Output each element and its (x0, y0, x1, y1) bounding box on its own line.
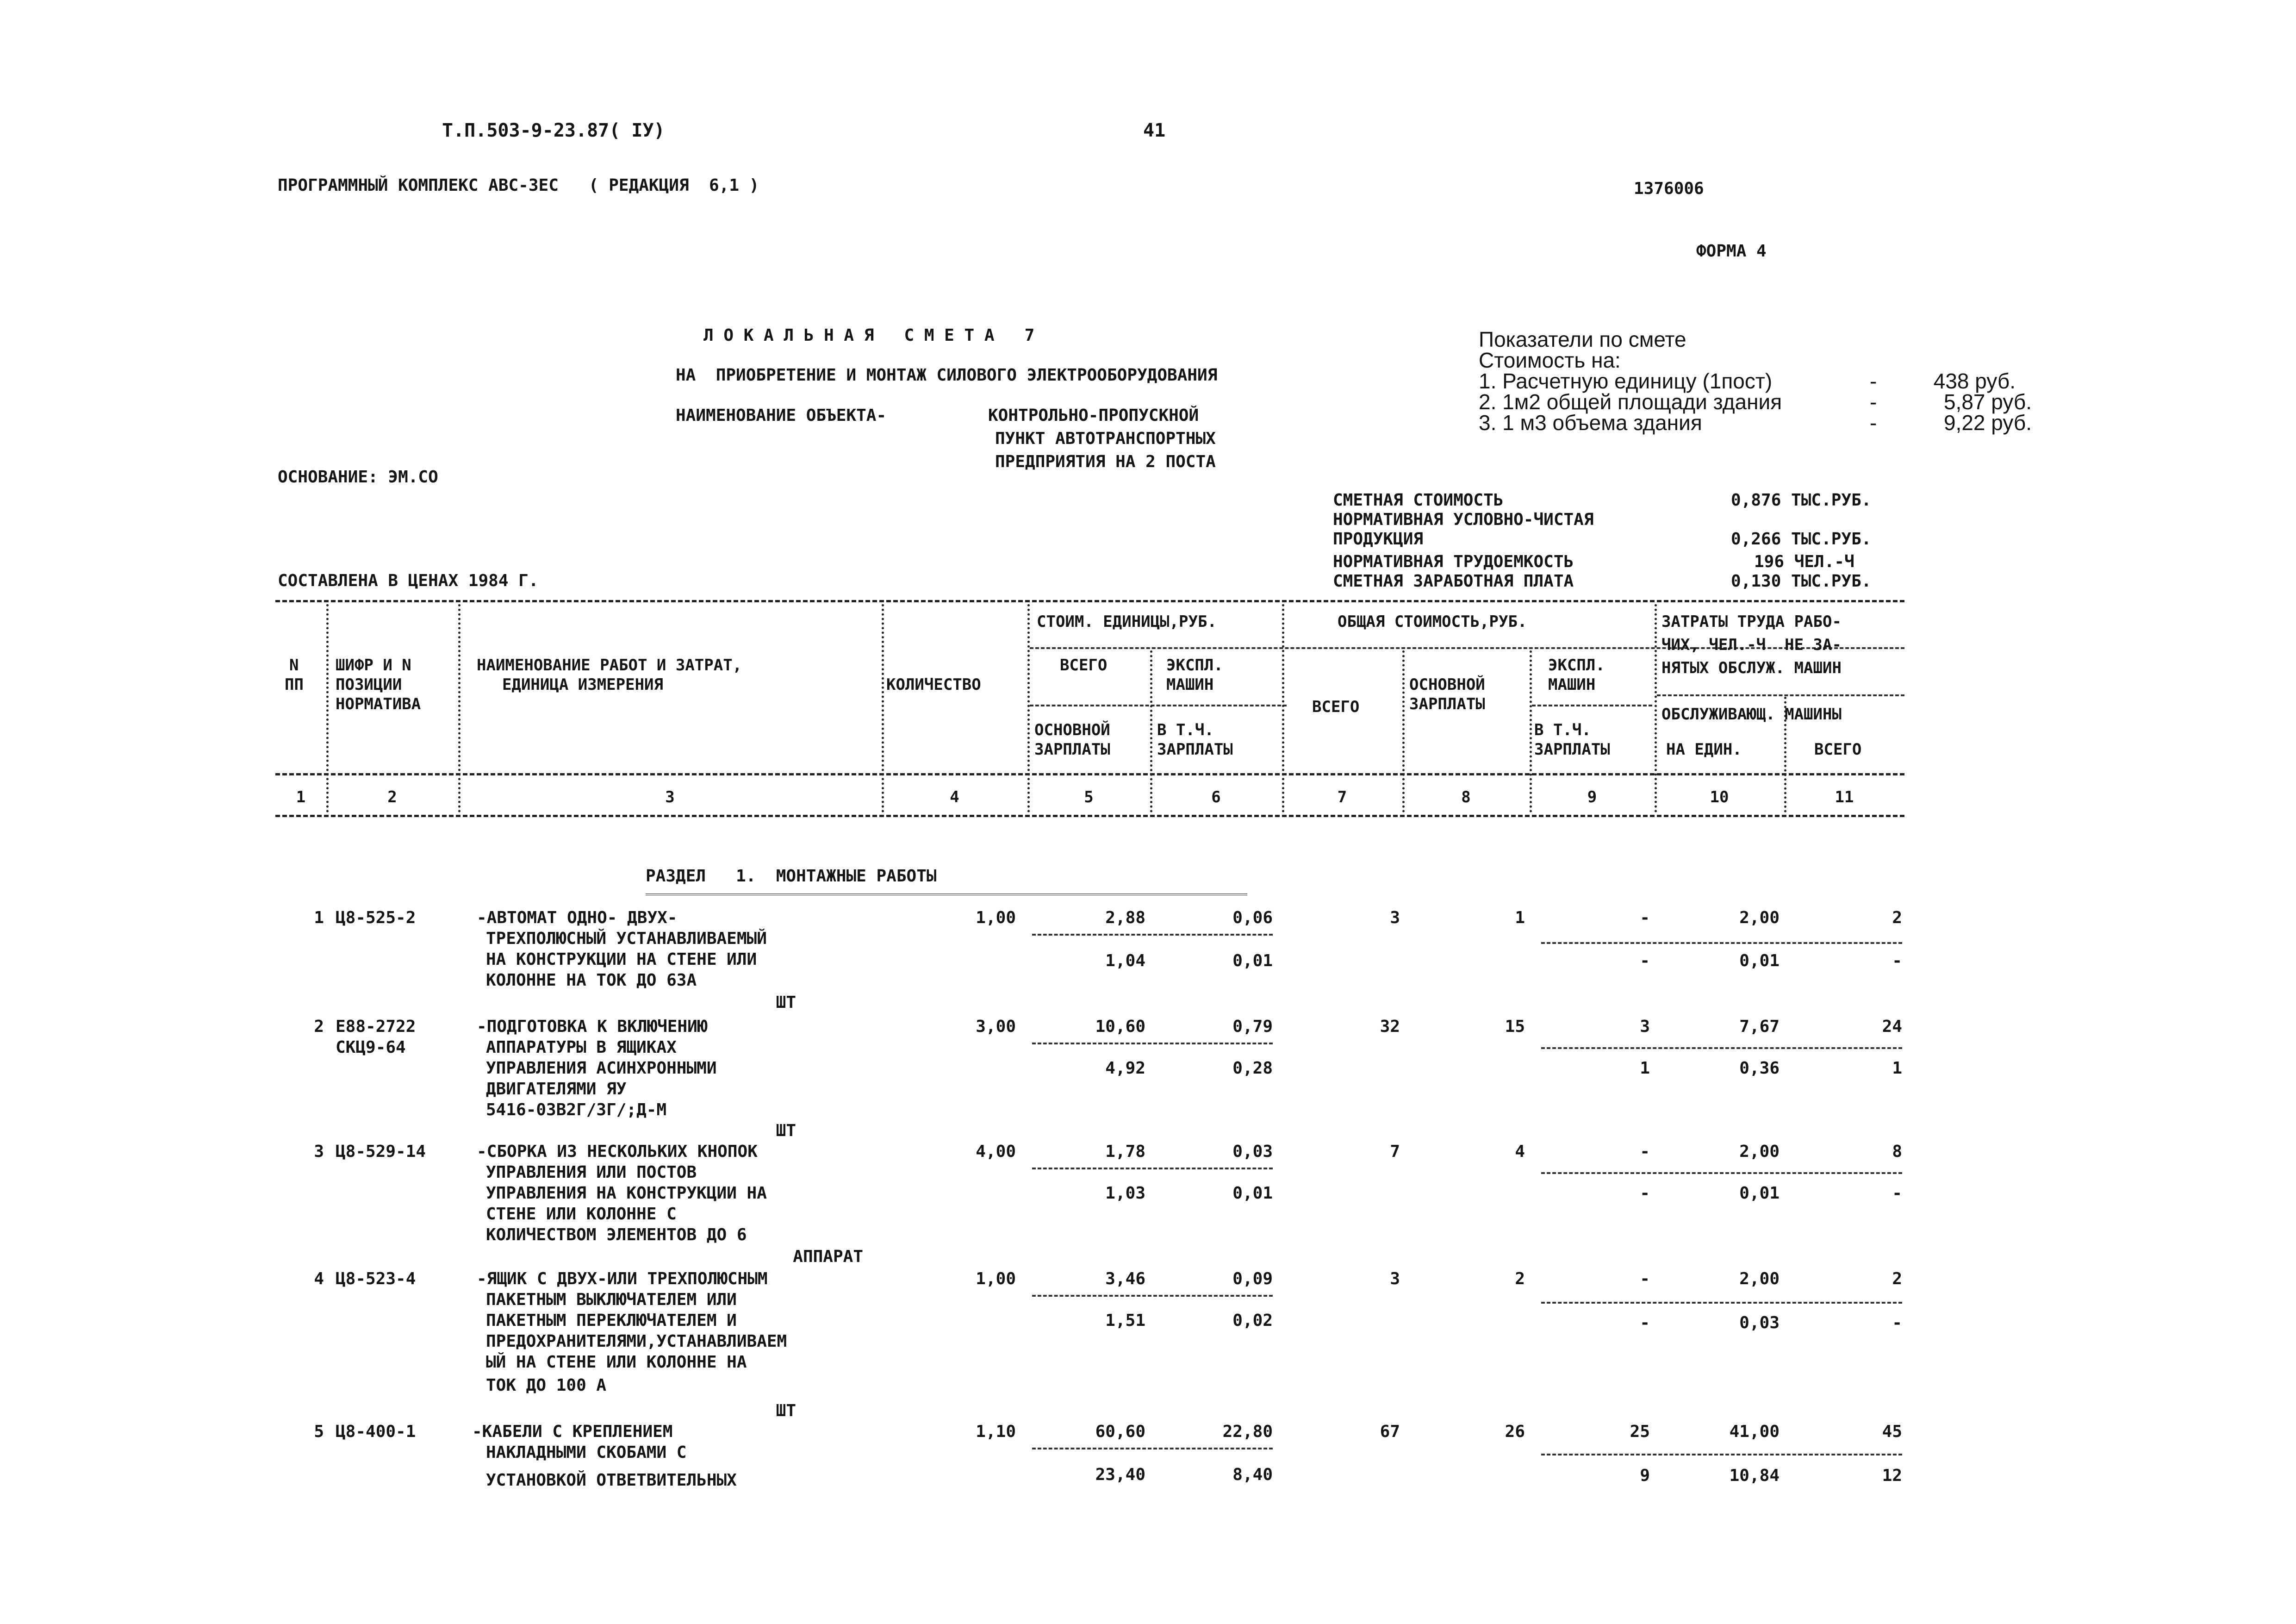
summary-value-4: 196 ЧЕЛ.-Ч (1754, 552, 1854, 571)
object-name-3: ПРЕДПРИЯТИЯ НА 2 ПОСТА (995, 452, 1216, 471)
row5-unit-total: 60,60 (1095, 1422, 1145, 1441)
hdr-unit-cost: СТОИМ. ЕДИНИЦЫ,РУБ. (1037, 612, 1217, 631)
row5-labor-total: 45 (1882, 1422, 1902, 1441)
row2-total-mach: 3 (1640, 1017, 1650, 1036)
col-divider-3 (882, 604, 884, 812)
hdr-total-incl-1: В Т.Ч. (1534, 721, 1591, 739)
row3-unit-incl: 0,01 (1232, 1184, 1273, 1203)
row3-name-4: СТЕНЕ ИЛИ КОЛОННЕ С (486, 1205, 677, 1224)
col-number-6: 6 (1211, 788, 1221, 806)
hdr-unit-mach-2: МАШИН (1166, 675, 1214, 694)
hdr-labor-total: ВСЕГО (1814, 740, 1862, 759)
hdr-labor-2: ЧИХ, ЧЕЛ.-Ч НЕ ЗА- (1661, 636, 1842, 654)
row5-unit-mach: 22,80 (1222, 1422, 1273, 1441)
row3-name-5: КОЛИЧЕСТВОМ ЭЛЕМЕНТОВ ДО 6 (486, 1225, 747, 1244)
hdr-labor-unit: НА ЕДИН. (1666, 740, 1742, 759)
row4-labor-total: 2 (1892, 1269, 1902, 1288)
row2-total-base: 15 (1505, 1017, 1525, 1036)
row4-code: Ц8-523-4 (336, 1269, 416, 1288)
row4-name-5: ЫЙ НА СТЕНЕ ИЛИ КОЛОННЕ НА (486, 1353, 747, 1372)
row2-name-5: 5416-03В2Г/3Г/;Д-М (486, 1100, 667, 1119)
row1-labor-unit: 2,00 (1739, 908, 1780, 927)
row1-unit-mach: 0,06 (1232, 908, 1273, 927)
row2-quantity: 3,00 (976, 1017, 1016, 1036)
row4-name-4: ПРЕДОХРАНИТЕЛЯМИ,УСТАНАВЛИВАЕМ (486, 1332, 787, 1351)
indicator-dash-2: - (1870, 390, 1877, 414)
row2-unit: ШТ (776, 1121, 796, 1140)
indicator-value-1: 438 руб. (1933, 369, 2016, 393)
col-number-10: 10 (1710, 788, 1729, 806)
basis-label: ОСНОВАНИЕ: ЭМ.СО (278, 468, 438, 487)
summary-label-1: СМЕТНАЯ СТОИМОСТЬ (1333, 491, 1504, 510)
row2-unit-mach: 0,79 (1232, 1017, 1273, 1036)
hdr-num-1: N (289, 656, 299, 675)
indicator-label-2: 2. 1м2 общей площади здания (1479, 390, 1782, 414)
indicators-title: Показатели по смете (1479, 327, 1686, 351)
row5-service-total: 12 (1882, 1466, 1902, 1485)
row2-name-3: УПРАВЛЕНИЯ АСИНХРОННЫМИ (486, 1059, 717, 1078)
row4-total-rule (1541, 1302, 1902, 1304)
col-divider-2 (458, 604, 460, 812)
hdr-total-base-2: ЗАРПЛАТЫ (1409, 695, 1485, 713)
row1-total-rule (1541, 942, 1902, 944)
row1-name-3: НА КОНСТРУКЦИИ НА СТЕНЕ ИЛИ (486, 950, 757, 969)
row4-total-base: 2 (1515, 1269, 1525, 1288)
row4-unit-base: 1,51 (1105, 1311, 1145, 1330)
row3-total-rule (1541, 1172, 1902, 1174)
row2-total: 32 (1380, 1017, 1400, 1036)
object-label: НАИМЕНОВАНИЕ ОБЪЕКТА- (676, 406, 887, 425)
object-name-1: КОНТРОЛЬНО-ПРОПУСКНОЙ (988, 406, 1199, 425)
indicator-label-1: 1. Расчетную единицу (1пост) (1479, 369, 1773, 393)
row3-name-1: -СБОРКА ИЗ НЕСКОЛЬКИХ КНОПОК (477, 1142, 758, 1161)
row2-service-unit: 0,36 (1739, 1059, 1780, 1078)
col-number-11: 11 (1835, 788, 1854, 806)
row1-name-1: -АВТОМАТ ОДНО- ДВУХ- (477, 908, 678, 927)
object-name-2: ПУНКТ АВТОТРАНСПОРТНЫХ (995, 429, 1216, 448)
col-divider-4 (1027, 604, 1030, 812)
row2-labor-total: 24 (1882, 1017, 1902, 1036)
row3-labor-unit: 2,00 (1739, 1142, 1780, 1161)
row2-name-4: ДВИГАТЕЛЯМИ ЯУ (486, 1080, 627, 1099)
labor-sub-rule (1657, 694, 1904, 696)
row2-service-total: 1 (1892, 1059, 1902, 1078)
row4-name-2: ПАКЕТНЫМ ВЫКЛЮЧАТЕЛЕМ ИЛИ (486, 1290, 737, 1309)
hdr-unit-incl-2: ЗАРПЛАТЫ (1157, 740, 1233, 759)
numbers-bottom-rule (275, 815, 1904, 817)
prices-label: СОСТАВЛЕНА В ЦЕНАХ 1984 Г. (278, 571, 539, 590)
row5-labor-unit: 41,00 (1729, 1422, 1780, 1441)
row2-name-2: АППАРАТУРЫ В ЯЩИКАХ (486, 1038, 677, 1057)
row3-unit-rule (1032, 1168, 1273, 1169)
row5-total-base: 26 (1505, 1422, 1525, 1441)
row1-unit-rule (1032, 934, 1273, 936)
row5-unit-incl: 8,40 (1232, 1465, 1273, 1484)
row1-name-4: КОЛОННЕ НА ТОК ДО 63А (486, 971, 697, 990)
row5-total-incl: 9 (1640, 1466, 1650, 1485)
hdr-total-incl-2: ЗАРПЛАТЫ (1534, 740, 1610, 759)
row4-service-unit: 0,03 (1739, 1313, 1780, 1332)
row5-unit-base: 23,40 (1095, 1465, 1145, 1484)
program-label: ПРОГРАММНЫЙ КОМПЛЕКС АВС-3ЕС ( РЕДАКЦИЯ 6,1 ) (278, 176, 759, 195)
estimate-subject: НА ПРИОБРЕТЕНИЕ И МОНТАЖ СИЛОВОГО ЭЛЕКТРООБОРУДОВАНИЯ (676, 366, 1218, 385)
hdr-total-cost: ОБЩАЯ СТОИМОСТЬ,РУБ. (1338, 612, 1527, 631)
row3-name-2: УПРАВЛЕНИЯ ИЛИ ПОСТОВ (486, 1163, 697, 1182)
row3-unit-base: 1,03 (1105, 1184, 1145, 1203)
row3-unit: АППАРАТ (793, 1247, 863, 1266)
hdr-unit-base-1: ОСНОВНОЙ (1034, 721, 1110, 739)
row3-number: 3 (314, 1142, 324, 1161)
col-number-1: 1 (296, 788, 306, 806)
hdr-total-total: ВСЕГО (1312, 698, 1360, 716)
row4-total-incl: - (1640, 1313, 1650, 1332)
row2-unit-base: 4,92 (1105, 1059, 1145, 1078)
row1-service-unit: 0,01 (1739, 951, 1780, 970)
hdr-name-1: НАИМЕНОВАНИЕ РАБОТ И ЗАТРАТ, (477, 656, 742, 675)
hdr-labor-service: ОБСЛУЖИВАЮЩ. МАШИНЫ (1661, 705, 1842, 724)
row3-service-unit: 0,01 (1739, 1184, 1780, 1203)
row3-total: 7 (1390, 1142, 1400, 1161)
hdr-total-base-1: ОСНОВНОЙ (1409, 675, 1485, 694)
hdr-unit-mach-1: ЭКСПЛ. (1166, 656, 1223, 675)
row5-total: 67 (1380, 1422, 1400, 1441)
row3-total-base: 4 (1515, 1142, 1525, 1161)
col-divider-1 (326, 604, 329, 812)
hdr-num-2: ПП (285, 675, 304, 694)
row5-quantity: 1,10 (976, 1422, 1016, 1441)
row1-labor-total: 2 (1892, 908, 1902, 927)
row4-unit-rule (1032, 1295, 1273, 1297)
col-number-7: 7 (1337, 788, 1347, 806)
row3-name-3: УПРАВЛЕНИЯ НА КОНСТРУКЦИИ НА (486, 1184, 767, 1203)
col-number-9: 9 (1587, 788, 1597, 806)
row3-unit-total: 1,78 (1105, 1142, 1145, 1161)
col-number-3: 3 (665, 788, 675, 806)
row1-unit-incl: 0,01 (1232, 951, 1273, 970)
row3-unit-mach: 0,03 (1232, 1142, 1273, 1161)
row1-total: 3 (1390, 908, 1400, 927)
row3-labor-total: 8 (1892, 1142, 1902, 1161)
form-label: ФОРМА 4 (1696, 242, 1767, 261)
row1-unit-base: 1,04 (1105, 951, 1145, 970)
col-number-2: 2 (387, 788, 397, 806)
row5-service-unit: 10,84 (1729, 1466, 1780, 1485)
row1-total-incl: - (1640, 951, 1650, 970)
hdr-code-1: ШИФР И N (336, 656, 411, 675)
row4-unit: ШТ (776, 1401, 796, 1420)
row2-number: 2 (314, 1017, 324, 1036)
col-number-5: 5 (1084, 788, 1094, 806)
section-title: РАЗДЕЛ 1. МОНТАЖНЫЕ РАБОТЫ (646, 867, 937, 886)
header-bottom-rule (275, 773, 1904, 775)
row4-quantity: 1,00 (976, 1269, 1016, 1288)
row1-name-2: ТРЕХПОЛЮСНЫЙ УСТАНАВЛИВАЕМЫЙ (486, 929, 767, 948)
indicator-label-3: 3. 1 м3 объема здания (1479, 411, 1702, 435)
page-number: 41 (1143, 120, 1166, 141)
row5-name-1: -КАБЕЛИ С КРЕПЛЕНИЕМ (472, 1422, 673, 1441)
document-code: Т.П.503-9-23.87( IУ) (442, 120, 665, 141)
row2-unit-rule (1032, 1043, 1273, 1044)
indicator-dash-1: - (1870, 369, 1877, 393)
row5-name-2: НАКЛАДНЫМИ СКОБАМИ С (486, 1443, 687, 1462)
row1-unit-total: 2,88 (1105, 908, 1145, 927)
row4-name-1: -ЯЩИК С ДВУХ-ИЛИ ТРЕХПОЛЮСНЫМ (477, 1269, 768, 1288)
row4-name-3: ПАКЕТНЫМ ПЕРЕКЛЮЧАТЕЛЕМ И (486, 1311, 737, 1330)
row5-total-mach: 25 (1630, 1422, 1650, 1441)
row5-name-3: УСТАНОВКОЙ ОТВЕТВИТЕЛЬНЫХ (486, 1471, 737, 1490)
summary-label-3: ПРОДУКЦИЯ (1333, 530, 1424, 549)
section-underline (646, 893, 1247, 895)
row4-unit-incl: 0,02 (1232, 1311, 1273, 1330)
summary-value-3: 0,266 ТЫС.РУБ. (1731, 530, 1872, 549)
row4-unit-mach: 0,09 (1232, 1269, 1273, 1288)
row3-total-mach: - (1640, 1142, 1650, 1161)
indicator-value-3: 9,22 руб. (1943, 411, 2032, 435)
row2-code-2: СКЦ9-64 (336, 1038, 406, 1057)
hdr-labor-1: ЗАТРАТЫ ТРУДА РАБО- (1661, 612, 1842, 631)
summary-label-4: НОРМАТИВНАЯ ТРУДОЕМКОСТЬ (1333, 552, 1574, 571)
row3-service-total: - (1892, 1184, 1902, 1203)
indicator-value-2: 5,87 руб. (1943, 390, 2032, 414)
hdr-labor-3: НЯТЫХ ОБСЛУЖ. МАШИН (1661, 659, 1842, 677)
row2-name-1: -ПОДГОТОВКА К ВКЛЮЧЕНИЮ (477, 1017, 708, 1036)
row1-code: Ц8-525-2 (336, 908, 416, 927)
row1-total-base: 1 (1515, 908, 1525, 927)
row5-unit-rule (1032, 1448, 1273, 1449)
summary-label-2: НОРМАТИВНАЯ УСЛОВНО-ЧИСТАЯ (1333, 510, 1594, 529)
row4-total: 3 (1390, 1269, 1400, 1288)
indicators-subtitle: Стоимость на: (1479, 348, 1621, 372)
row2-unit-incl: 0,28 (1232, 1059, 1273, 1078)
row2-code-1: Е88-2722 (336, 1017, 416, 1036)
col-divider-7 (1402, 650, 1405, 812)
row3-quantity: 4,00 (976, 1142, 1016, 1161)
row3-total-incl: - (1640, 1184, 1650, 1203)
hdr-total-mach-2: МАШИН (1548, 675, 1596, 694)
estimate-title: Л О К А Л Ь Н А Я С М Е Т А 7 (703, 326, 1035, 345)
indicator-dash-3: - (1870, 411, 1877, 435)
hdr-code-3: НОРМАТИВА (336, 695, 421, 713)
row5-total-rule (1541, 1454, 1902, 1455)
row1-service-total: - (1892, 951, 1902, 970)
row1-total-mach: - (1640, 908, 1650, 927)
row4-unit-total: 3,46 (1105, 1269, 1145, 1288)
row4-number: 4 (314, 1269, 324, 1288)
row5-code: Ц8-400-1 (336, 1422, 416, 1441)
hdr-name-2: ЕДИНИЦА ИЗМЕРЕНИЯ (502, 675, 663, 694)
summary-value-1: 0,876 ТЫС.РУБ. (1731, 491, 1872, 510)
row2-unit-total: 10,60 (1095, 1017, 1145, 1036)
hdr-unit-incl-1: В Т.Ч. (1157, 721, 1214, 739)
row2-total-rule (1541, 1047, 1902, 1049)
summary-label-5: СМЕТНАЯ ЗАРАБОТНАЯ ПЛАТА (1333, 572, 1574, 591)
col-divider-6 (1282, 604, 1284, 812)
row1-number: 1 (314, 908, 324, 927)
row4-labor-unit: 2,00 (1739, 1269, 1780, 1288)
hdr-quantity: КОЛИЧЕСТВО (886, 675, 981, 694)
row4-name-6: ТОК ДО 100 А (486, 1376, 607, 1395)
col-number-4: 4 (950, 788, 959, 806)
col-divider-5 (1150, 650, 1152, 812)
code-number: 1376006 (1634, 179, 1704, 198)
row2-labor-unit: 7,67 (1739, 1017, 1780, 1036)
summary-value-5: 0,130 ТЫС.РУБ. (1731, 572, 1872, 591)
row4-service-total: - (1892, 1313, 1902, 1332)
col-number-8: 8 (1461, 788, 1471, 806)
row2-total-incl: 1 (1640, 1059, 1650, 1078)
row1-unit: ШТ (776, 993, 796, 1012)
row1-quantity: 1,00 (976, 908, 1016, 927)
col-divider-8 (1530, 650, 1532, 812)
col-divider-9 (1655, 604, 1657, 812)
hdr-unit-total: ВСЕГО (1060, 656, 1108, 675)
unit-cost-sub-rule (1030, 705, 1287, 706)
hdr-code-2: ПОЗИЦИИ (336, 675, 402, 694)
row3-code: Ц8-529-14 (336, 1142, 426, 1161)
row5-number: 5 (314, 1422, 324, 1441)
table-top-rule (275, 600, 1904, 602)
hdr-unit-base-2: ЗАРПЛАТЫ (1034, 740, 1110, 759)
hdr-total-mach-1: ЭКСПЛ. (1548, 656, 1605, 675)
machine-sub-rule (1532, 705, 1652, 706)
row4-total-mach: - (1640, 1269, 1650, 1288)
